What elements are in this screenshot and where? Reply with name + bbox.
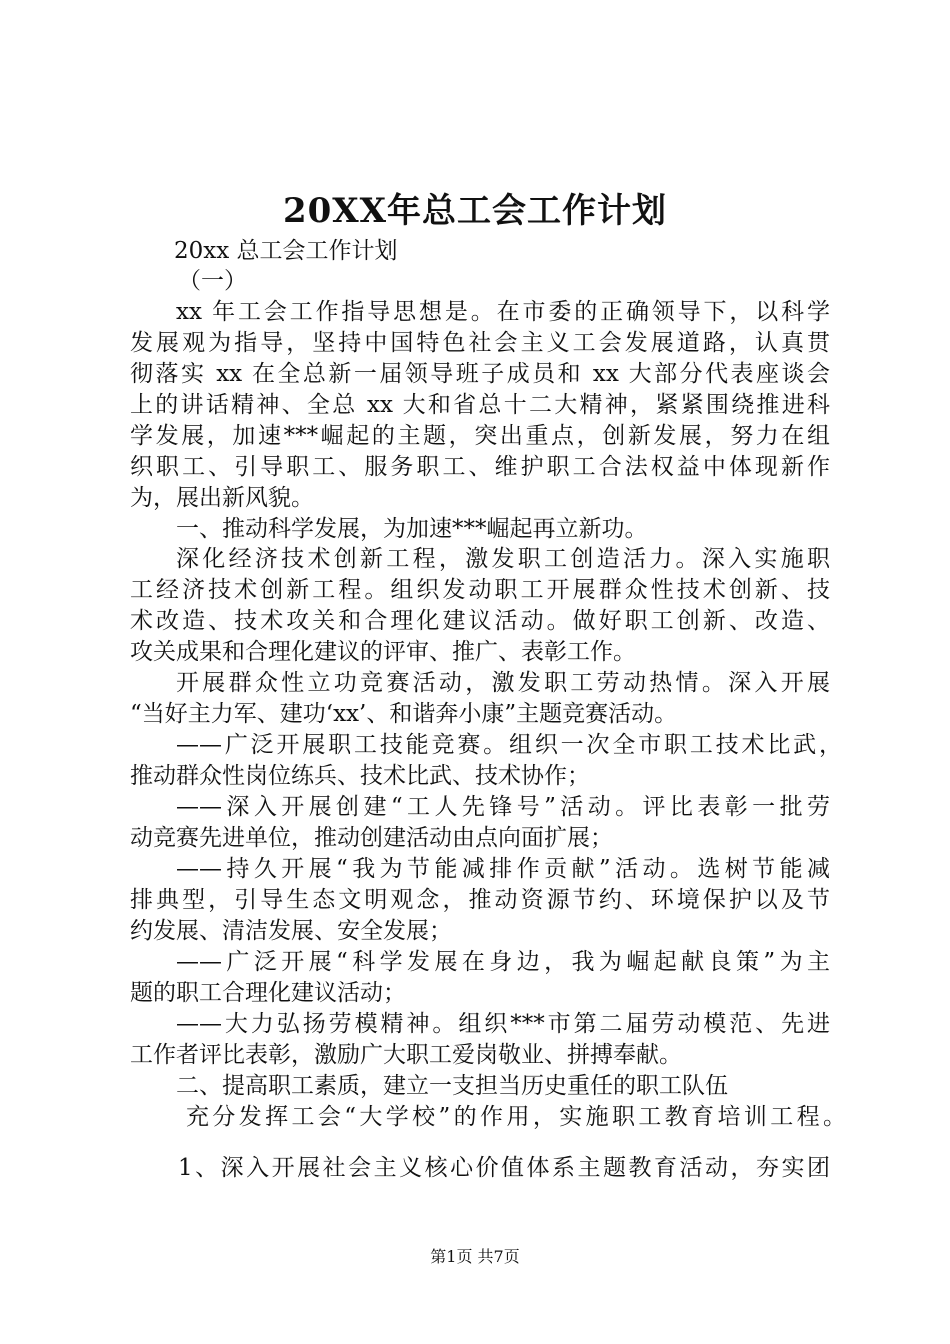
page-footer: 第1页 共7页 xyxy=(430,1247,520,1266)
paragraph-line: “当好主力军、建功‘xx’、和谐奔小康”主题竞赛活动。 xyxy=(130,701,678,727)
paragraph-line: 工经济技术创新工程。组织发动职工开展群众性技术创新、技 xyxy=(130,577,830,603)
paragraph-line: 约发展、清洁发展、安全发展； xyxy=(130,918,452,944)
paragraph-line: ——广泛开展职工技能竞赛。组织一次全市职工技术比武， xyxy=(176,732,842,758)
paragraph-line: ——深入开展创建“工人先锋号”活动。评比表彰一批劳 xyxy=(176,794,830,820)
paragraph-line: xx 年工会工作指导思想是。在市委的正确领导下，以科学 xyxy=(176,299,830,325)
paragraph-line: 充分发挥工会“大学校”的作用，实施职工教育培训工程。 xyxy=(186,1104,846,1130)
paragraph-line: 动竞赛先进单位，推动创建活动由点向面扩展； xyxy=(130,825,613,851)
paragraph-line: 术改造、技术攻关和合理化建议活动。做好职工创新、改造、 xyxy=(130,608,830,634)
paragraph-line: 发展观为指导，坚持中国特色社会主义工会发展道路，认真贯 xyxy=(130,330,830,356)
heading-line: 一、推动科学发展，为加速***崛起再立新功。 xyxy=(176,516,648,542)
document-title: 20XX年总工会工作计划 xyxy=(282,191,668,231)
paragraph-line: 开展群众性立功竞赛活动，激发职工劳动热情。深入开展 xyxy=(176,670,830,696)
paragraph-line: 工作者评比表彰，激励广大职工爱岗敬业、拼搏奉献。 xyxy=(130,1042,682,1068)
paragraph-line: 上的讲话精神、全总 xx 大和省总十二大精神，紧紧围绕推进科 xyxy=(130,392,830,418)
paragraph-line: ——广泛开展“科学发展在身边，我为崛起献良策”为主 xyxy=(176,949,830,975)
paragraph-line: 题的职工合理化建议活动； xyxy=(130,980,406,1006)
paragraph-line: 织职工、引导职工、服务职工、维护职工合法权益中体现新作 xyxy=(130,454,830,480)
paragraph-line: 1、深入开展社会主义核心价值体系主题教育活动，夯实团 xyxy=(178,1155,830,1181)
paragraph-line: 排典型，引导生态文明观念，推动资源节约、环境保护以及节 xyxy=(130,887,830,913)
paragraph-line: ——大力弘扬劳模精神。组织***市第二届劳动模范、先进 xyxy=(176,1011,830,1037)
paragraph-line: 彻落实 xx 在全总新一届领导班子成员和 xx 大部分代表座谈会 xyxy=(130,361,830,387)
subtitle-line: 20xx 总工会工作计划 xyxy=(174,238,398,264)
paragraph-line: 攻关成果和合理化建议的评审、推广、表彰工作。 xyxy=(130,639,636,665)
section-number-line: （一） xyxy=(178,268,247,294)
paragraph-line: 为，展出新风貌。 xyxy=(130,485,314,511)
paragraph-line: 学发展，加速***崛起的主题，突出重点，创新发展，努力在组 xyxy=(130,423,830,449)
paragraph-line: 推动群众性岗位练兵、技术比武、技术协作； xyxy=(130,763,590,789)
heading-line: 二、提高职工素质，建立一支担当历史重任的职工队伍 xyxy=(176,1073,728,1099)
paragraph-line: 深化经济技术创新工程，激发职工创造活力。深入实施职 xyxy=(176,546,830,572)
paragraph-line: ——持久开展“我为节能减排作贡献”活动。选树节能减 xyxy=(176,856,830,882)
